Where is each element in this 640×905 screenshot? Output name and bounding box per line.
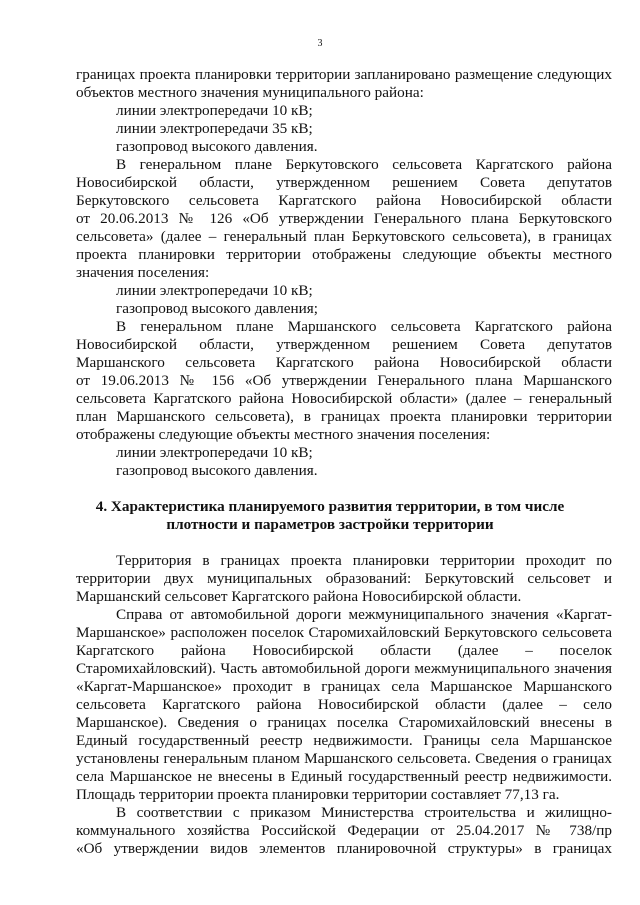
- text-line: Старомихайловский). Часть автомобильной дороги межмуниципального значения: [76, 660, 612, 677]
- text-line: сельсовета Каргатского района Новосибирской области» (далее – генеральный: [76, 390, 612, 407]
- list-item: линии электропередачи 10 кВ;: [116, 282, 313, 299]
- list-item: газопровод высокого давления.: [116, 462, 318, 479]
- text-line: Новосибирской области, утвержденном решением Совета депутатов: [76, 336, 612, 353]
- text-line: план Маршанского сельсовета), в границах проекта планировки территории: [76, 408, 612, 425]
- text-line: В генеральном плане Маршанского сельсовета Каргатского района: [116, 318, 612, 335]
- section-heading: 4. Характеристика планируемого развития территории, в том числе: [95, 498, 565, 515]
- text-line: Каргатского района Новосибирской области (далее – поселок: [76, 642, 612, 659]
- text-line: Маршанского сельсовета Каргатского района Новосибирской области: [76, 354, 612, 371]
- text-line: установлены генеральным планом Маршанского сельсовета. Сведения о границах: [76, 750, 612, 767]
- text-line: от 20.06.2013 № 126 «Об утверждении Генерального плана Беркутовского: [76, 210, 612, 227]
- text-line: Единый государственный реестр недвижимости. Границы села Маршанское: [76, 732, 612, 749]
- list-item: газопровод высокого давления;: [116, 300, 318, 317]
- text-line: села Маршанское не внесены в Единый государственный реестр недвижимости.: [76, 768, 612, 785]
- text-line: Беркутовского сельсовета Каргатского района Новосибирской области: [76, 192, 612, 209]
- section-heading: плотности и параметров застройки территории: [166, 516, 494, 533]
- text-line: Маршанское» расположен поселок Старомихайловский Беркутовского сельсовета: [76, 624, 612, 641]
- text-line: Справа от автомобильной дороги межмуниципального значения «Каргат-: [116, 606, 612, 623]
- text-line: коммунального хозяйства Российской Федерации от 25.04.2017 № 738/пр: [76, 822, 612, 839]
- text-line: территории двух муниципальных образований: Беркутовский сельсовет и: [76, 570, 612, 587]
- list-item: линии электропередачи 10 кВ;: [116, 444, 313, 461]
- text-line: Новосибирской области, утвержденном решением Совета депутатов: [76, 174, 612, 191]
- list-item: линии электропередачи 35 кВ;: [116, 120, 313, 137]
- text-line: отображены следующие объекты местного значения поселения:: [76, 426, 491, 443]
- text-line: Маршанское). Сведения о границах поселка Старомихайловский внесены в: [76, 714, 612, 731]
- text-line: сельсовета Каргатского района Новосибирской области (далее – село: [76, 696, 612, 713]
- text-line: Маршанский сельсовет Каргатского района Новосибирской области.: [76, 588, 522, 605]
- page-number: 3: [317, 38, 323, 49]
- text-line: границах проекта планировки территории запланировано размещение следующих: [76, 66, 612, 83]
- text-line: сельсовета» (далее – генеральный план Беркутовского сельсовета), в границах: [76, 228, 612, 245]
- list-item: линии электропередачи 10 кВ;: [116, 102, 313, 119]
- list-item: газопровод высокого давления.: [116, 138, 318, 155]
- text-line: В генеральном плане Беркутовского сельсовета Каргатского района: [116, 156, 612, 173]
- text-line: Территория в границах проекта планировки территории проходит по: [116, 552, 612, 569]
- text-line: «Об утверждении видов элементов планировочной структуры» в границах: [76, 840, 612, 857]
- text-line: проекта планировки территории отображены следующие объекты местного: [76, 246, 612, 263]
- text-line: объектов местного значения муниципального района:: [76, 84, 424, 101]
- text-line: «Каргат-Маршанское» проходит в границах села Маршанское Маршанского: [76, 678, 612, 695]
- text-line: от 19.06.2013 № 156 «Об утверждении Генерального плана Маршанского: [76, 372, 612, 389]
- text-line: Площадь территории проекта планировки территории составляет 77,13 га.: [76, 786, 560, 803]
- text-line: значения поселения:: [76, 264, 210, 281]
- text-line: В соответствии с приказом Министерства строительства и жилищно-: [116, 804, 612, 821]
